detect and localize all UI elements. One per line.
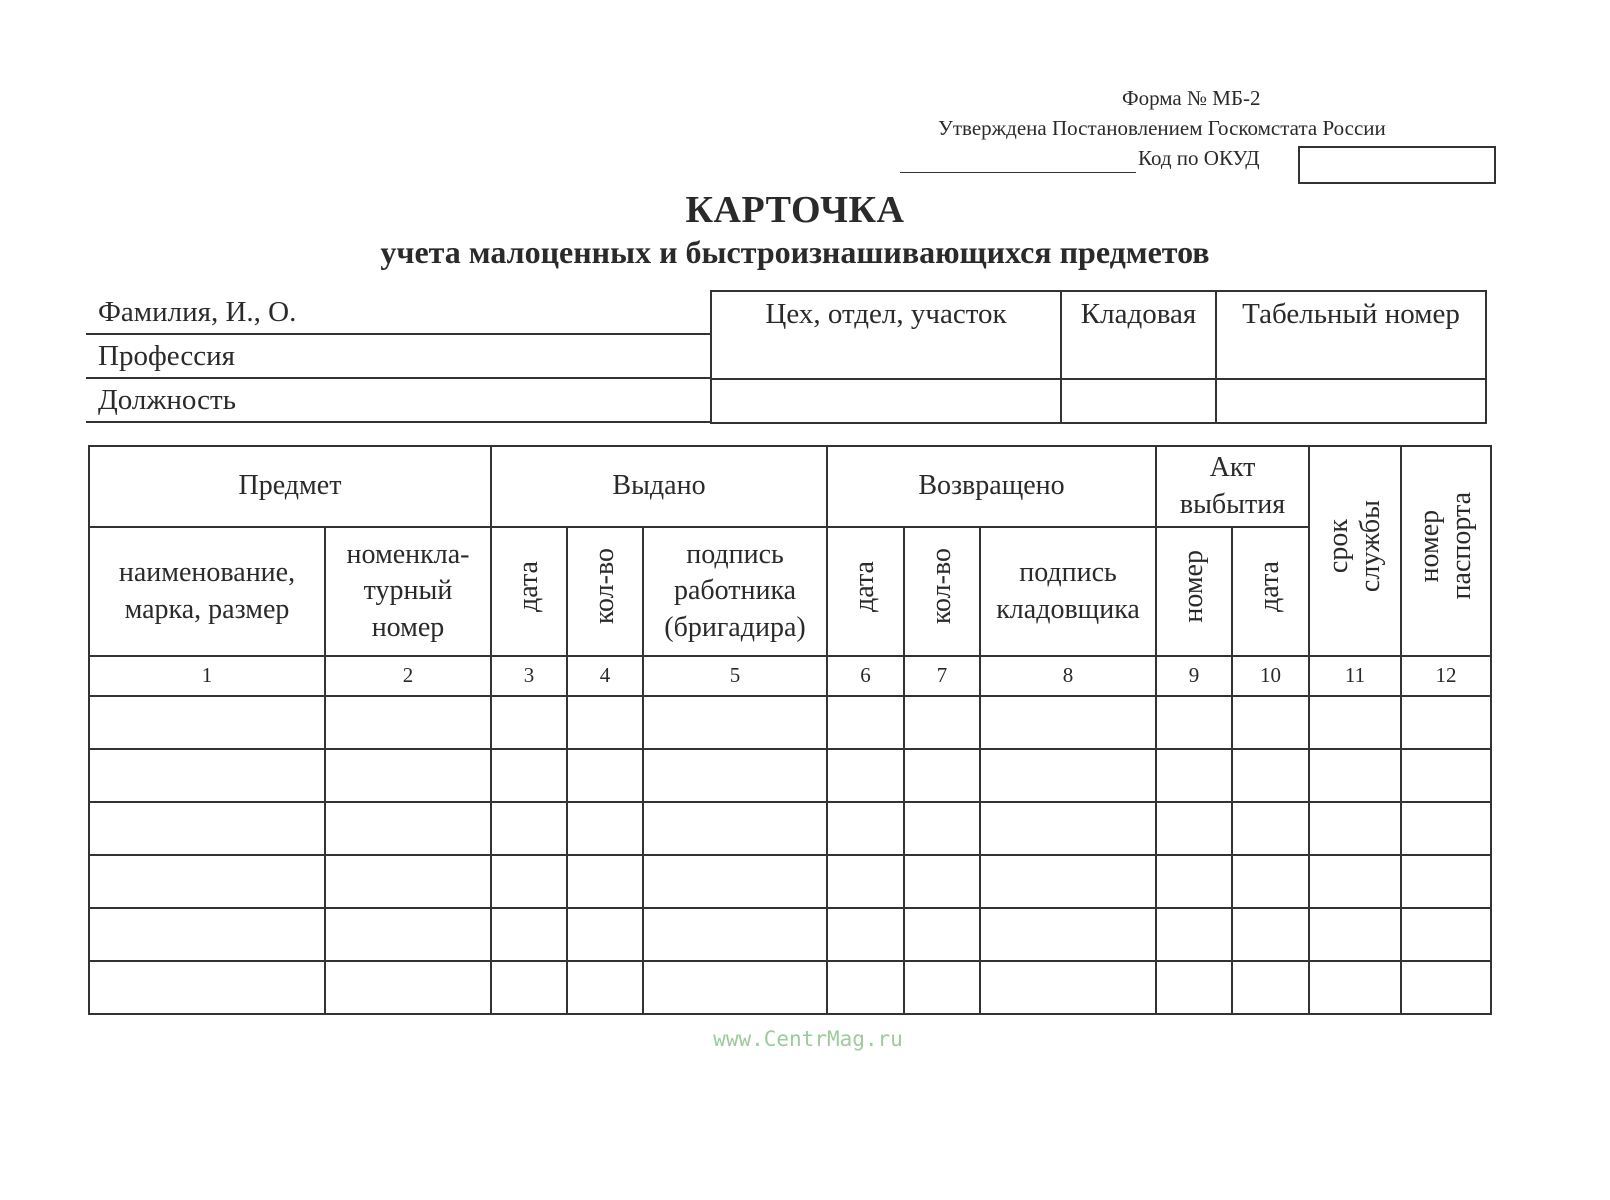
table-cell[interactable] — [904, 802, 980, 855]
table-cell[interactable] — [1232, 855, 1309, 908]
service-life-line-2: службы — [1355, 499, 1386, 592]
table-cell[interactable] — [643, 908, 827, 961]
table-cell[interactable] — [325, 961, 491, 1014]
table-cell[interactable] — [980, 802, 1156, 855]
document-subtitle: учета малоценных и быстроизнашивающихся предметов — [380, 234, 1210, 270]
table-cell[interactable] — [1401, 696, 1491, 749]
workshop-value[interactable] — [711, 379, 1061, 423]
table-cell[interactable] — [1401, 855, 1491, 908]
table-cell[interactable] — [89, 908, 325, 961]
table-cell[interactable] — [1156, 855, 1232, 908]
table-cell[interactable] — [1156, 749, 1232, 802]
personnel-number-value[interactable] — [1216, 379, 1486, 423]
profession-field[interactable] — [86, 377, 712, 379]
act-line-2: выбытия — [1179, 488, 1286, 520]
table-cell[interactable] — [904, 696, 980, 749]
okud-underline — [900, 172, 1136, 173]
column-number: 8 — [980, 656, 1156, 696]
column-number: 4 — [567, 656, 643, 696]
table-cell[interactable] — [980, 855, 1156, 908]
table-cell[interactable] — [827, 696, 904, 749]
nomenclature-number-header — [325, 527, 491, 656]
service-life-line-1: срок — [1322, 518, 1354, 573]
table-cell[interactable] — [1309, 961, 1401, 1014]
table-cell[interactable] — [567, 696, 643, 749]
table-cell[interactable] — [643, 855, 827, 908]
table-cell[interactable] — [904, 749, 980, 802]
okud-code-field[interactable] — [1298, 146, 1496, 184]
table-row — [89, 855, 1491, 908]
table-cell[interactable] — [89, 802, 325, 855]
act-date-label: дата — [1254, 560, 1286, 612]
column-number: 7 — [904, 656, 980, 696]
table-cell[interactable] — [491, 802, 567, 855]
table-cell[interactable] — [1401, 908, 1491, 961]
table-cell[interactable] — [827, 749, 904, 802]
passport-line-2: паспорта — [1446, 492, 1477, 600]
table-row — [89, 908, 1491, 961]
table-cell[interactable] — [89, 696, 325, 749]
table-cell[interactable] — [827, 855, 904, 908]
name-header-line-2: марка, размер — [124, 593, 290, 625]
table-cell[interactable] — [567, 749, 643, 802]
column-number: 1 — [89, 656, 325, 696]
returned-date-header — [827, 527, 904, 656]
table-cell[interactable] — [1156, 908, 1232, 961]
table-cell[interactable] — [980, 696, 1156, 749]
table-cell[interactable] — [980, 961, 1156, 1014]
table-cell[interactable] — [1309, 696, 1401, 749]
table-row — [89, 696, 1491, 749]
column-number: 11 — [1309, 656, 1401, 696]
storekeeper-signature-line-2: кладовщика — [996, 593, 1140, 625]
table-cell[interactable] — [567, 802, 643, 855]
table-cell[interactable] — [1156, 696, 1232, 749]
workshop-header: Цех, отдел, участок — [711, 291, 1061, 379]
okud-label: Код по ОКУД — [1138, 146, 1260, 170]
table-cell[interactable] — [1401, 961, 1491, 1014]
table-cell[interactable] — [980, 908, 1156, 961]
table-cell[interactable] — [1309, 749, 1401, 802]
returned-qty-label: кол-во — [925, 548, 957, 625]
position-field[interactable] — [86, 421, 712, 423]
storeroom-header: Кладовая — [1061, 291, 1216, 379]
column-number: 2 — [325, 656, 491, 696]
passport-line-1: номер — [1413, 509, 1445, 583]
name-brand-size-header — [89, 527, 325, 656]
table-cell[interactable] — [325, 749, 491, 802]
table-cell[interactable] — [491, 855, 567, 908]
document-title: КАРТОЧКА — [685, 189, 905, 231]
table-cell[interactable] — [1309, 908, 1401, 961]
department-info-table — [710, 290, 1487, 424]
items-table — [88, 445, 1492, 1015]
table-cell[interactable] — [1232, 908, 1309, 961]
worker-signature-line-2: работника — [673, 575, 797, 607]
table-row — [89, 749, 1491, 802]
profession-label: Профессия — [98, 340, 235, 372]
table-cell[interactable] — [1232, 696, 1309, 749]
table-cell[interactable] — [980, 749, 1156, 802]
name-header-line-1: наименование, — [118, 557, 296, 589]
full-name-field[interactable] — [86, 333, 712, 335]
table-cell[interactable] — [904, 855, 980, 908]
item-group-header: Предмет — [89, 446, 491, 527]
table-cell[interactable] — [325, 855, 491, 908]
table-cell[interactable] — [325, 908, 491, 961]
returned-date-label: дата — [849, 560, 881, 612]
act-number-header — [1156, 527, 1232, 656]
act-number-label: номер — [1177, 550, 1209, 623]
table-cell[interactable] — [89, 749, 325, 802]
table-cell[interactable] — [1156, 802, 1232, 855]
table-cell[interactable] — [827, 908, 904, 961]
act-line-1: Акт — [1209, 452, 1256, 484]
table-cell[interactable] — [1232, 961, 1309, 1014]
table-cell[interactable] — [325, 696, 491, 749]
issued-date-header — [491, 527, 567, 656]
table-cell[interactable] — [89, 855, 325, 908]
column-number: 12 — [1401, 656, 1491, 696]
table-cell[interactable] — [325, 802, 491, 855]
table-cell[interactable] — [491, 908, 567, 961]
table-row — [89, 802, 1491, 855]
table-cell[interactable] — [643, 749, 827, 802]
table-cell[interactable] — [643, 696, 827, 749]
table-cell[interactable] — [643, 802, 827, 855]
table-row — [89, 961, 1491, 1014]
storekeeper-signature-line-1: подпись — [1019, 557, 1117, 589]
table-cell[interactable] — [643, 961, 827, 1014]
table-cell[interactable] — [89, 961, 325, 1014]
personnel-number-header: Табельный номер — [1216, 291, 1486, 379]
position-label: Должность — [98, 384, 236, 416]
worker-signature-line-1: подпись — [686, 538, 784, 570]
issued-group-header: Выдано — [491, 446, 827, 527]
form-number: Форма № МБ-2 — [1122, 86, 1261, 110]
column-number: 6 — [827, 656, 904, 696]
table-cell[interactable] — [567, 855, 643, 908]
issued-qty-header — [567, 527, 643, 656]
storekeeper-signature-header — [980, 527, 1156, 656]
column-number: 10 — [1232, 656, 1309, 696]
table-cell[interactable] — [1401, 802, 1491, 855]
table-cell[interactable] — [567, 908, 643, 961]
column-number: 5 — [643, 656, 827, 696]
service-life-header — [1309, 446, 1401, 656]
writeoff-act-group-header — [1156, 446, 1309, 527]
column-number-row — [89, 656, 1491, 696]
full-name-label: Фамилия, И., О. — [98, 296, 297, 328]
table-cell[interactable] — [1232, 749, 1309, 802]
column-number: 9 — [1156, 656, 1232, 696]
storeroom-value[interactable] — [1061, 379, 1216, 423]
nomenclature-line-3: номер — [371, 611, 445, 643]
table-cell[interactable] — [1156, 961, 1232, 1014]
returned-qty-header — [904, 527, 980, 656]
table-cell[interactable] — [1232, 802, 1309, 855]
table-cell[interactable] — [1309, 855, 1401, 908]
table-cell[interactable] — [491, 749, 567, 802]
column-number: 3 — [491, 656, 567, 696]
issued-qty-label: кол-во — [588, 548, 620, 625]
table-cell[interactable] — [827, 961, 904, 1014]
worker-signature-header — [643, 527, 827, 656]
table-cell[interactable] — [1309, 802, 1401, 855]
table-cell[interactable] — [491, 696, 567, 749]
watermark: www.CentrMag.ru — [713, 1027, 903, 1051]
issued-date-label: дата — [512, 560, 544, 612]
nomenclature-line-2: турный — [363, 575, 453, 607]
table-cell[interactable] — [491, 961, 567, 1014]
nomenclature-line-1: номенкла- — [346, 538, 470, 570]
table-cell[interactable] — [827, 802, 904, 855]
worker-signature-line-3: (бригадира) — [664, 611, 806, 643]
approval-note: Утверждена Постановлением Госкомстата России — [938, 116, 1386, 140]
table-body — [89, 696, 1491, 1014]
table-cell[interactable] — [1401, 749, 1491, 802]
table-cell[interactable] — [904, 961, 980, 1014]
table-cell[interactable] — [567, 961, 643, 1014]
returned-group-header: Возвращено — [827, 446, 1156, 527]
passport-number-header — [1401, 446, 1491, 656]
table-cell[interactable] — [904, 908, 980, 961]
act-date-header — [1232, 527, 1309, 656]
